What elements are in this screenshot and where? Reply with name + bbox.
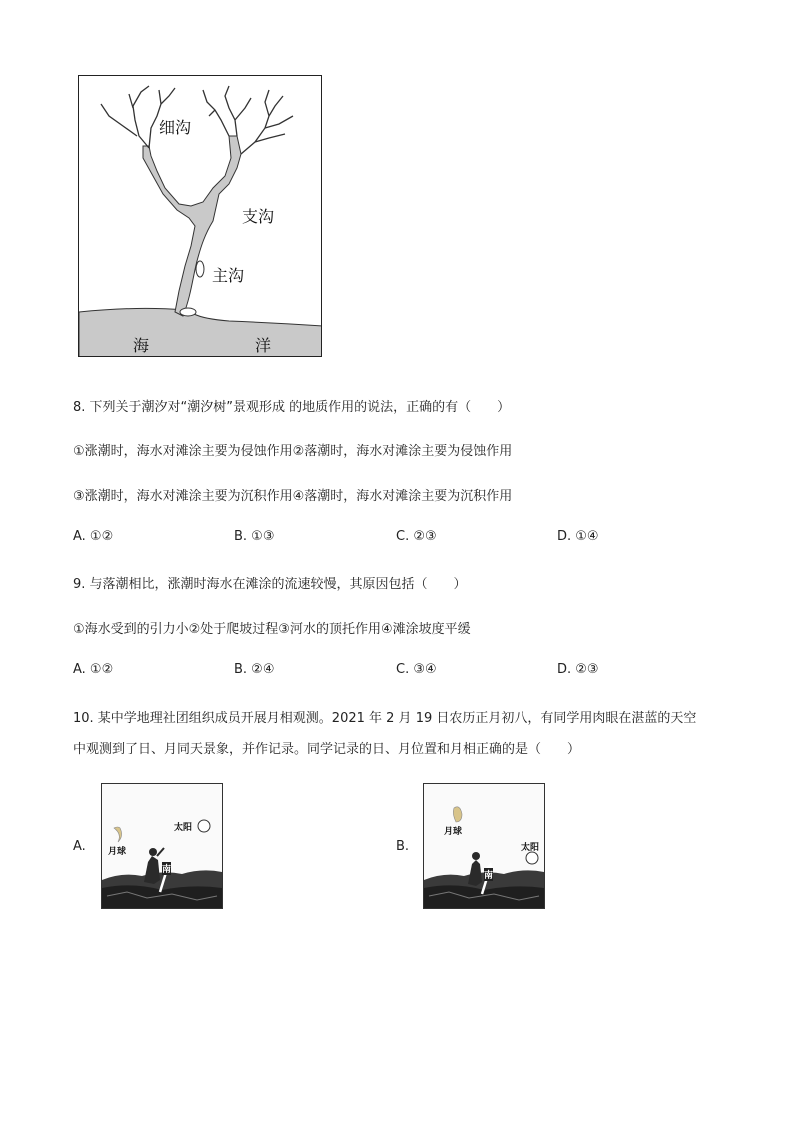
q9-option-d[interactable]: D. ②③ [557, 662, 599, 677]
label-xigou: 细沟 [159, 118, 192, 137]
q8-option-d[interactable]: D. ①④ [557, 529, 599, 544]
label-hai: 海 [133, 336, 150, 355]
q10-option-b-photo[interactable] [423, 783, 545, 909]
q9-option-b[interactable]: B. ②④ [234, 662, 275, 677]
south-label: 南 [162, 862, 171, 875]
q10-stem-line2: 中观测到了日、月同天景象，并作记录。同学记录的日、月位置和月相正确的是（ ） [73, 742, 581, 757]
q10-stem-line1: 10. 某中学地理社团组织成员开展月相观测。2021 年 2 月 19 日农历正月初八，有同学用肉眼在湛蓝的天空 [73, 711, 697, 726]
q10-option-a-photo[interactable] [101, 783, 223, 909]
q9-statements: ①海水受到的引力小②处于爬坡过程③河水的顶托作用④滩涂坡度平缓 [73, 622, 471, 637]
moon-label: 月球 [108, 847, 127, 857]
q10-option-a-letter[interactable]: A. [73, 839, 86, 854]
q9-stem: 9. 与落潮相比，涨潮时海水在滩涂的流速较慢，其原因包括（ ） [73, 577, 467, 592]
q8-option-c[interactable]: C. ②③ [396, 529, 437, 544]
q8-statements-2: ③涨潮时，海水对滩涂主要为沉积作用④落潮时，海水对滩涂主要为沉积作用 [73, 489, 513, 504]
q10-option-b-letter[interactable]: B. [396, 839, 410, 854]
sun-label: 太阳 [174, 823, 193, 833]
label-zhugou: 主沟 [212, 266, 245, 285]
label-yang: 洋 [255, 336, 272, 355]
moon-label: 月球 [444, 827, 463, 837]
q8-stem: 8. 下列关于潮汐对“潮汐树”景观形成 的地质作用的说法，正确的有（ ） [73, 400, 511, 415]
south-label: 南 [484, 868, 493, 881]
tidal-tree-figure [78, 75, 322, 357]
sun-label: 太阳 [521, 843, 540, 853]
q8-statements-1: ①涨潮时，海水对滩涂主要为侵蚀作用②落潮时，海水对滩涂主要为侵蚀作用 [73, 444, 513, 459]
tidal-tree-drawing [79, 76, 322, 357]
q9-option-c[interactable]: C. ③④ [396, 662, 437, 677]
q8-option-b[interactable]: B. ①③ [234, 529, 275, 544]
label-zhigou: 支沟 [242, 207, 275, 226]
q9-option-a[interactable]: A. ①② [73, 662, 114, 677]
q8-option-a[interactable]: A. ①② [73, 529, 114, 544]
